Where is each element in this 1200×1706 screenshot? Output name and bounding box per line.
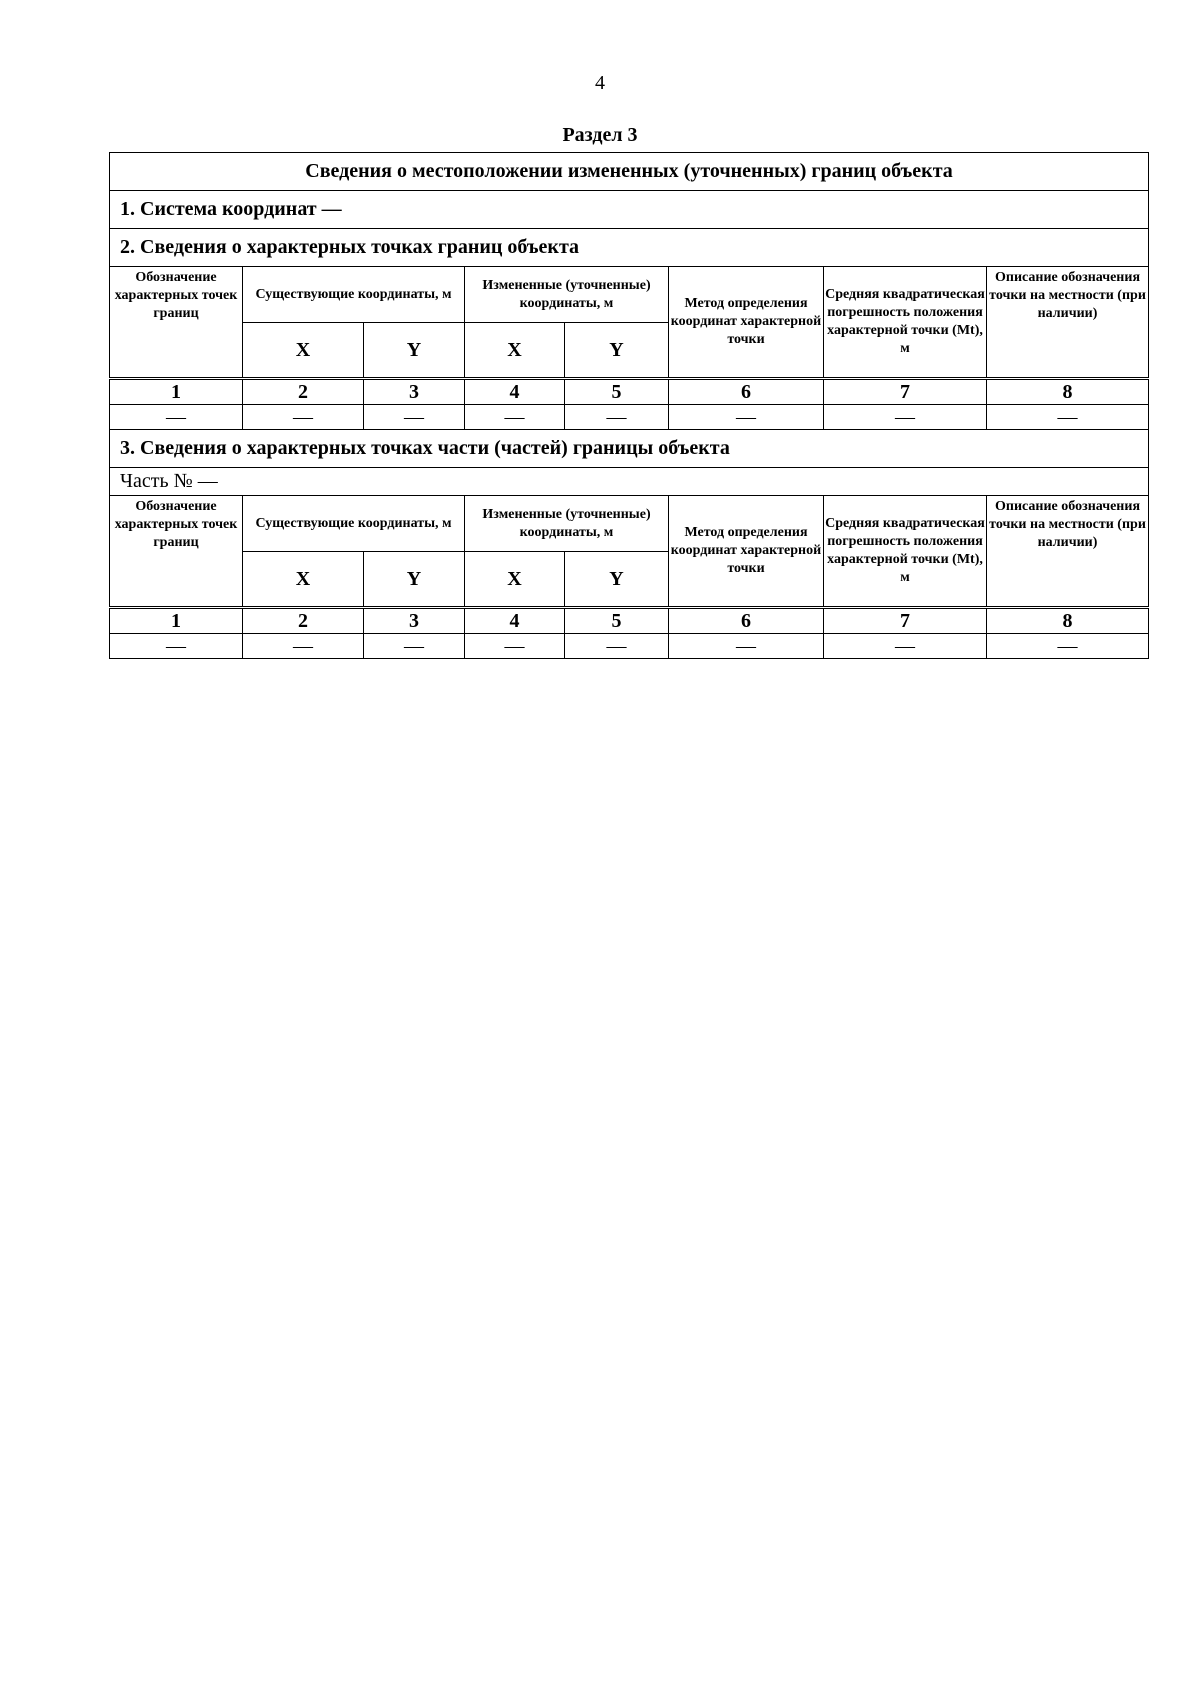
column-number: 6: [669, 608, 824, 634]
column-number: 3: [364, 379, 465, 405]
header-x: X: [465, 323, 565, 379]
header-mean-error: Средняя квадратическая погрешность положения характерной точки (Mt), м: [824, 267, 987, 379]
header-y: Y: [364, 552, 465, 608]
header-x: X: [243, 323, 364, 379]
header-description: Описание обозначения точки на местности (при наличии): [987, 496, 1149, 608]
column-number: 7: [824, 379, 987, 405]
table-cell: —: [987, 405, 1149, 430]
header-existing-coordinates: Существующие координаты, м: [243, 267, 465, 323]
boundary-form: [109, 152, 1148, 659]
column-number: 5: [565, 608, 669, 634]
header-existing-coordinates: Существующие координаты, м: [243, 496, 465, 552]
table-cell: —: [669, 634, 824, 659]
table-cell: —: [669, 405, 824, 430]
header-point-designation: Обозначение характерных точек границ: [110, 267, 243, 379]
header-changed-coordinates: Измененные (уточненные) координаты, м: [465, 267, 669, 323]
column-number: 1: [110, 379, 243, 405]
table-cell: —: [824, 405, 987, 430]
characteristic-points-heading: 2. Сведения о характерных точках границ объекта: [110, 229, 1149, 267]
table-cell: —: [565, 634, 669, 659]
part-number-row: Часть № —: [110, 468, 1149, 496]
table-cell: —: [243, 405, 364, 430]
boundary-table: [109, 152, 1149, 659]
page-number: 4: [595, 72, 605, 94]
column-number-row: [110, 608, 1149, 634]
table-cell: —: [465, 405, 565, 430]
header-y: Y: [565, 552, 669, 608]
column-number: 7: [824, 608, 987, 634]
table-cell: —: [565, 405, 669, 430]
table-cell: —: [824, 634, 987, 659]
table-cell: —: [110, 634, 243, 659]
header-point-designation: Обозначение характерных точек границ: [110, 496, 243, 608]
column-number: 8: [987, 379, 1149, 405]
column-number: 2: [243, 379, 364, 405]
coordinate-system-row: 1. Система координат —: [110, 191, 1149, 229]
column-number: 1: [110, 608, 243, 634]
header-x: X: [243, 552, 364, 608]
column-number: 6: [669, 379, 824, 405]
table-cell: —: [110, 405, 243, 430]
header-x: X: [465, 552, 565, 608]
header-method: Метод определения координат характерной точки: [669, 267, 824, 379]
header-y: Y: [565, 323, 669, 379]
header-y: Y: [364, 323, 465, 379]
column-number: 8: [987, 608, 1149, 634]
section-heading: Раздел 3: [562, 124, 638, 146]
table-cell: —: [987, 634, 1149, 659]
table-cell: —: [364, 405, 465, 430]
column-number: 5: [565, 379, 669, 405]
header-mean-error: Средняя квадратическая погрешность положения характерной точки (Mt), м: [824, 496, 987, 608]
part-points-heading: 3. Сведения о характерных точках части (частей) границы объекта: [110, 430, 1149, 468]
document-title: Сведения о местоположении измененных (уточненных) границ объекта: [110, 153, 1149, 191]
column-number: 2: [243, 608, 364, 634]
column-number: 4: [465, 379, 565, 405]
column-number: 3: [364, 608, 465, 634]
table-cell: —: [364, 634, 465, 659]
header-changed-coordinates: Измененные (уточненные) координаты, м: [465, 496, 669, 552]
table-cell: —: [465, 634, 565, 659]
header-description: Описание обозначения точки на местности (при наличии): [987, 267, 1149, 379]
table-row: [110, 634, 1149, 659]
column-number: 4: [465, 608, 565, 634]
column-number-row: [110, 379, 1149, 405]
header-method: Метод определения координат характерной точки: [669, 496, 824, 608]
table-row: [110, 405, 1149, 430]
table-cell: —: [243, 634, 364, 659]
